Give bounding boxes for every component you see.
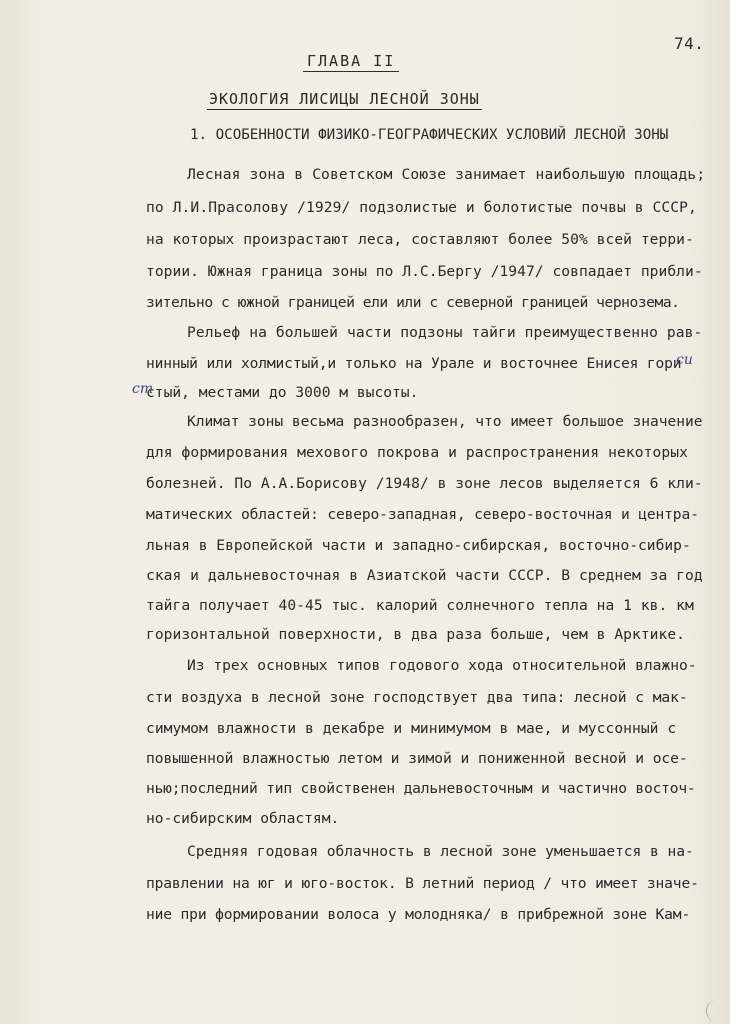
text-line: льная в Европейской части и западно-сибирская, восточно-сибир- [146,537,691,554]
text-line: Средняя годовая облачность в лесной зоне уменьшается в на- [187,843,694,860]
text-line: Климат зоны весьма разнообразен, что имеет большое значение [187,413,703,430]
text-line: сти воздуха в лесной зоне господствует два типа: лесной с мак- [146,689,688,706]
text-line: матических областей: северо-западная, северо-восточная и центра- [146,506,699,523]
chapter-title: ГЛАВА II [303,52,399,72]
text-line: тории. Южная граница зоны по Л.С.Бергу /1947/ совпадает прибли- [146,263,703,280]
text-line: но-сибирским областям. [146,810,340,827]
text-line: правлении на юг и юго-восток. В летний период / что имеет значе- [146,875,699,892]
text-line: ние при формировании волоса у молодняка/ в прибрежной зоне Кам- [146,906,691,923]
text-line: горизонтальной поверхности, в два раза больше, чем в Арктике. [146,626,686,643]
text-line: на которых произрастают леса, составляют более 50% всей терри- [146,231,694,248]
text-line-main: нинный или холмистый,и только на Урале и восточнее Енисея гори [146,355,682,372]
text-line: ская и дальневосточная в Азиатской части СССР. В среднем за год [146,567,703,584]
text-line: болезней. По А.А.Борисову /1948/ в зоне лесов выделяется 6 кли- [146,475,703,492]
text-line: для формирования мехового покрова и распространения некоторых [146,444,689,461]
handwritten-insert: си [676,352,693,368]
text-line: стый, местами до 3000 м высоты. [146,384,419,401]
text-line: Лесная зона в Советском Союзе занимает наибольшую площадь; [187,166,706,183]
text-line: зительно с южной границей ели или с северной границей чернозема. [146,294,680,311]
text-line: повышенной влажностью летом и зимой и пониженной весной и осе- [146,750,688,767]
handwritten-prefix: ст [132,381,154,397]
text-line [146,355,681,372]
text-line: тайга получает 40-45 тыс. калорий солнечного тепла на 1 кв. км [146,597,694,614]
paper-edge-mark [706,1000,725,1022]
text-line: симумом влажности в декабре и минимумом в мае, и муссонный с [146,720,677,737]
text-line: Из трех основных типов годового хода относительной влажно- [187,657,697,674]
page-number: 74. [674,34,705,53]
text-line: Рельеф на большей части подзоны тайги преимущественно рав- [187,324,703,341]
text-line: по Л.И.Прасолову /1929/ подзолистые и болотистые почвы в СССР, [146,199,697,216]
section-title: 1. ОСОБЕННОСТИ ФИЗИКО-ГЕОГРАФИЧЕСКИХ УСЛОВИЙ ЛЕСНОЙ ЗОНЫ [190,127,669,143]
chapter-subtitle: ЭКОЛОГИЯ ЛИСИЦЫ ЛЕСНОЙ ЗОНЫ [209,90,480,108]
text-line: нью;последний тип свойственен дальневосточным и частично восточ- [146,780,696,797]
